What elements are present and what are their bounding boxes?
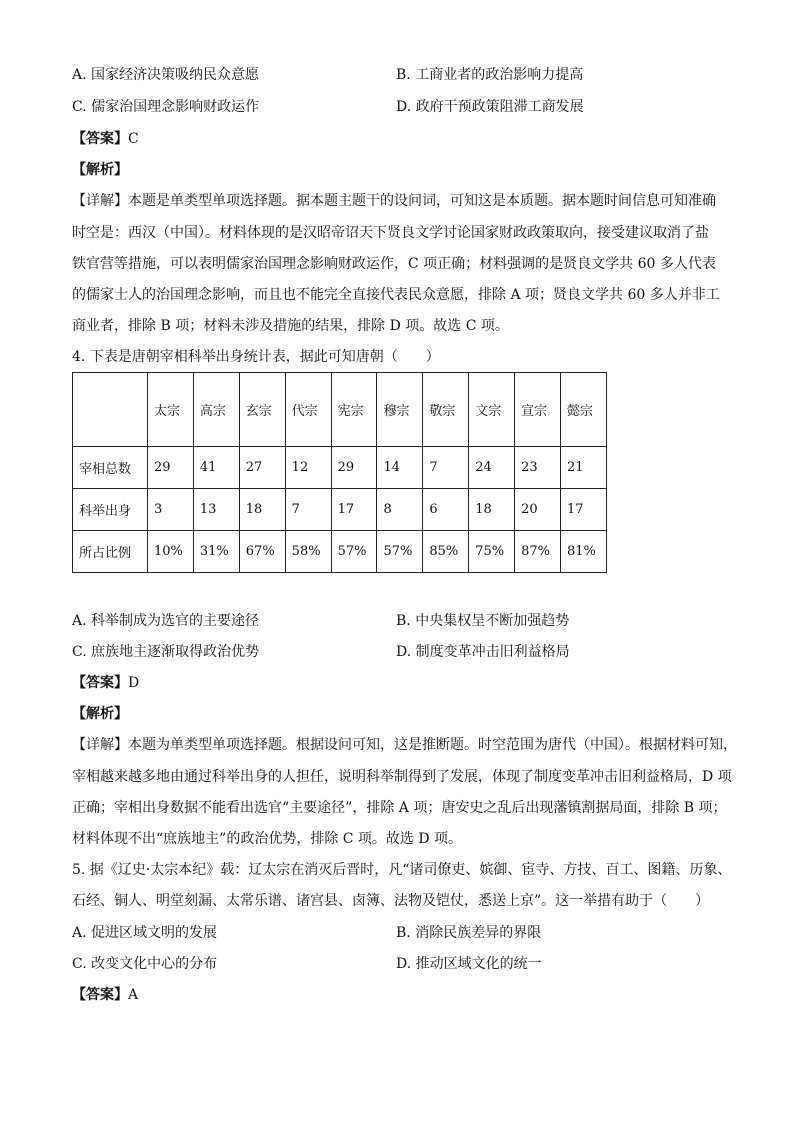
table-cell: 18 <box>239 489 285 531</box>
table-cell: 75% <box>469 531 515 573</box>
q4-detail-line: 材料体现不出“庶族地主”的政治优势，排除 C 项。故选 D 项。 <box>72 831 463 847</box>
table-cell: 18 <box>469 489 515 531</box>
q3-detail-line: 时空是：西汉（中国）。材料体现的是汉昭帝诏天下贤良文学讨论国家财政政策取向，接受建议取消了盐 <box>72 225 709 241</box>
q3-detail-line: 商业者，排除 B 项；材料未涉及措施的结果，排除 D 项。故选 C 项。 <box>72 318 509 334</box>
q3-option-d: D. 政府干预政策阻滞工商发展 <box>396 99 584 115</box>
table-cell: 12 <box>285 447 331 489</box>
table-header-cell: 代宗 <box>285 373 331 447</box>
table-cell: 24 <box>469 447 515 489</box>
q4-option-d: D. 制度变革冲击旧利益格局 <box>396 644 570 660</box>
q4-detail-line: 正确；宰相出身数据不能看出选官“主要途径”，排除 A 项；唐安史之乱后出现藩镇割据局面，排除 B 项； <box>72 800 727 816</box>
q3-answer <box>72 129 139 149</box>
table-header-cell: 敬宗 <box>423 373 469 447</box>
q3-detail-line: 【详解】本题是单类型单项选择题。据本题主题干的设问词，可知这是本质题。据本题时间信息可知准确 <box>72 193 716 209</box>
table-header-cell <box>73 373 148 447</box>
table-cell: 81% <box>561 531 607 573</box>
table-cell: 29 <box>331 447 377 489</box>
table-row <box>73 447 607 489</box>
table-header-cell: 穆宗 <box>377 373 423 447</box>
q4-answer <box>72 673 139 693</box>
answer-label: 【答案】 <box>72 675 128 691</box>
table-cell: 58% <box>285 531 331 573</box>
q4-option-a: A. 科举制成为选官的主要途径 <box>72 613 260 629</box>
table-cell: 14 <box>377 447 423 489</box>
q5-answer <box>72 985 138 1005</box>
q4-option-b: B. 中央集权呈不断加强趋势 <box>396 613 570 629</box>
q5-stem-line: 5. 据《辽史·太宗本纪》载：辽太宗在消灭后晋时，凡“诸司僚吏、嫔御、宦寺、方技、百工、图籍、历象、 <box>72 862 732 878</box>
q3-option-a: A. 国家经济决策吸纳民众意愿 <box>72 67 260 83</box>
table-cell: 87% <box>515 531 561 573</box>
q5-option-a: A. 促进区域文明的发展 <box>72 925 218 941</box>
q4-option-c: C. 庶族地主逐渐取得政治优势 <box>72 644 260 660</box>
q4-stem: 4. 下表是唐朝宰相科举出身统计表，据此可知唐朝（ ） <box>72 349 440 365</box>
table-cell: 67% <box>239 531 285 573</box>
table-header-cell: 懿宗 <box>561 373 607 447</box>
table-cell: 3 <box>148 489 194 531</box>
table-cell: 57% <box>377 531 423 573</box>
q3-detail-line: 的儒家士人的治国理念影响，而且也不能完全直接代表民众意愿，排除 A 项；贤良文学共 60 多人并非工 <box>72 287 720 303</box>
table-cell: 27 <box>239 447 285 489</box>
q3-analysis-label: 【解析】 <box>72 162 128 178</box>
table-cell: 29 <box>148 447 194 489</box>
q3-option-c: C. 儒家治国理念影响财政运作 <box>72 99 260 115</box>
table-row <box>73 489 607 531</box>
table-cell: 13 <box>193 489 239 531</box>
q3-option-b: B. 工商业者的政治影响力提高 <box>396 67 584 83</box>
table-cell: 57% <box>331 531 377 573</box>
table-cell: 17 <box>331 489 377 531</box>
q4-detail-line: 宰相越来越多地由通过科举出身的人担任，说明科举制得到了发展，体现了制度变革冲击旧利益格局，D 项 <box>72 769 732 785</box>
answer-value: D <box>128 675 140 691</box>
table-header-cell: 宪宗 <box>331 373 377 447</box>
table-header-row <box>73 373 607 447</box>
table-header-cell: 宣宗 <box>515 373 561 447</box>
table-header-cell: 玄宗 <box>239 373 285 447</box>
table-cell: 23 <box>515 447 561 489</box>
answer-label: 【答案】 <box>72 987 128 1003</box>
table-cell: 6 <box>423 489 469 531</box>
table-row <box>73 531 607 573</box>
table-cell: 20 <box>515 489 561 531</box>
table-header-cell: 太宗 <box>148 373 194 447</box>
table-cell: 10% <box>148 531 194 573</box>
table-cell: 8 <box>377 489 423 531</box>
table-cell: 85% <box>423 531 469 573</box>
answer-value: C <box>128 131 139 147</box>
table-header-cell: 高宗 <box>193 373 239 447</box>
q4-detail-line: 【详解】本题为单类型单项选择题。根据设问可知，这是推断题。时空范围为唐代（中国）。根据材料可知， <box>72 737 737 753</box>
table-cell: 31% <box>193 531 239 573</box>
table-row-header: 所占比例 <box>73 531 148 573</box>
table-cell: 21 <box>561 447 607 489</box>
q3-detail-line: 铁官营等措施，可以表明儒家治国理念影响财政运作，C 项正确；材料强调的是贤良文学共 60 多人代表 <box>72 256 716 272</box>
table-cell: 7 <box>423 447 469 489</box>
q5-stem-line: 石经、铜人、明堂刻漏、太常乐谱、诸宫县、卤簿、法物及铠仗，悉送上京”。这一举措有助于（ ） <box>72 893 710 909</box>
table-cell: 41 <box>193 447 239 489</box>
table-cell: 17 <box>561 489 607 531</box>
table-cell: 7 <box>285 489 331 531</box>
table-row-header: 宰相总数 <box>73 447 148 489</box>
q5-option-b: B. 消除民族差异的界限 <box>396 925 542 941</box>
tang-chancellor-table <box>72 372 607 573</box>
q4-analysis-label: 【解析】 <box>72 706 128 722</box>
answer-value: A <box>128 987 139 1003</box>
table-row-header: 科举出身 <box>73 489 148 531</box>
table-header-cell: 文宗 <box>469 373 515 447</box>
q5-option-d: D. 推动区域文化的统一 <box>396 956 542 972</box>
answer-label: 【答案】 <box>72 131 128 147</box>
q5-option-c: C. 改变文化中心的分布 <box>72 956 218 972</box>
